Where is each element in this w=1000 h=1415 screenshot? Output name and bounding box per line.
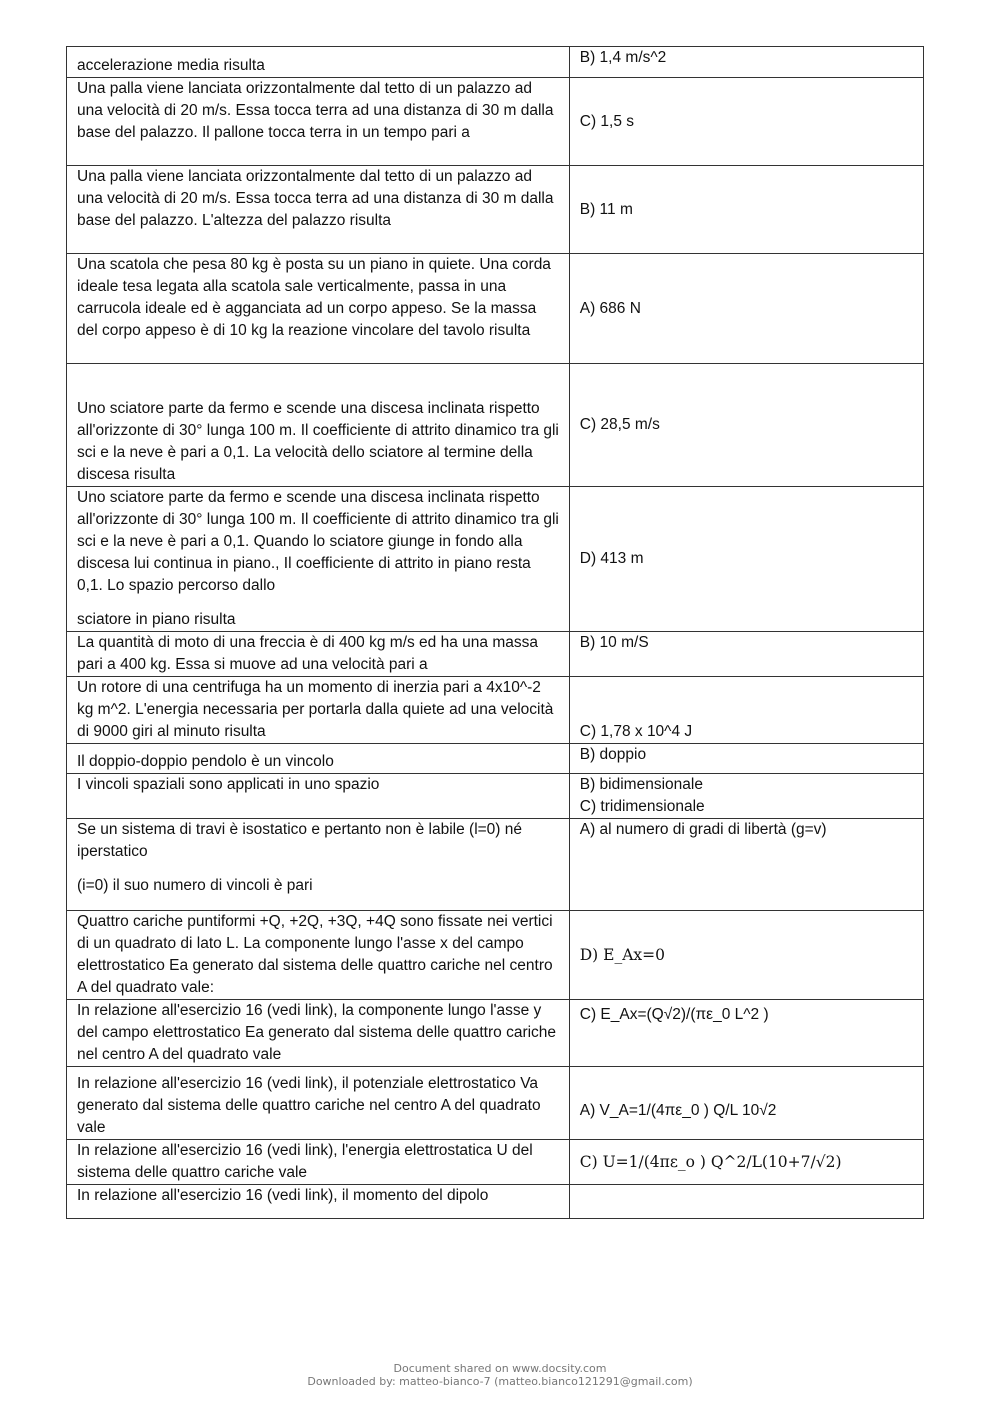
table-row	[67, 1140, 924, 1185]
question-cell: In relazione all'esercizio 16 (vedi link), il momento del dipolo	[67, 1185, 570, 1219]
question-cell: Quattro cariche puntiformi +Q, +2Q, +3Q, +4Q sono fissate nei vertici di un quadrato di lato L. La componente lungo l'asse x del campo elettrostatico Ea generato dal sistema delle quattro cariche nel centro A del quadrato vale:	[67, 911, 570, 1000]
question-cell: Una palla viene lanciata orizzontalmente dal tetto di un palazzo ad una velocità di 20 m/s. Essa tocca terra ad una distanza di 30 m dalla base del palazzo. Il pallone tocca terra in un tempo pari a	[67, 78, 570, 166]
question-cell: In relazione all'esercizio 16 (vedi link), l'energia elettrostatica U del sistema delle quattro cariche vale	[67, 1140, 570, 1185]
footer-downloaded-by: Downloaded by: matteo-bianco-7 (matteo.bianco121291@gmail.com)	[307, 1375, 693, 1388]
answer-cell	[569, 774, 923, 819]
table-row	[67, 78, 924, 166]
table-row	[67, 774, 924, 819]
answer-cell: B) 1,4 m/s^2	[569, 47, 923, 78]
table-row	[67, 911, 924, 1000]
answer-cell: A) V_A=1/(4πε_0 ) Q/L 10√2	[569, 1067, 923, 1140]
answer-cell: D) E_Ax=0	[569, 911, 923, 1000]
question-cell	[67, 487, 570, 632]
answer-cell: A) 686 N	[569, 254, 923, 364]
table-row	[67, 254, 924, 364]
answer-cell: C) U=1/(4πε_o ) Q^2/L(10+7/√2)	[569, 1140, 923, 1185]
table-row	[67, 632, 924, 677]
table-row	[67, 744, 924, 774]
question-cell: Il doppio-doppio pendolo è un vincolo	[67, 744, 570, 774]
table-row	[67, 166, 924, 254]
answer-cell: B) doppio	[569, 744, 923, 774]
answer-option: C) tridimensionale	[579, 798, 705, 815]
question-text: Uno sciatore parte da fermo e scende una discesa inclinata rispetto all'orizzonte di 30° lunga 100 m. Il coefficiente di attrito dinamico tra gli sci e la neve è pari a 0,1. Quando lo sciatore giunge in fondo alla discesa lui continua in piano., Il coefficiente di attrito in piano resta 0,1. Lo spazio percorso dallo	[77, 489, 559, 594]
answer-cell: D) 413 m	[569, 487, 923, 632]
question-cell: In relazione all'esercizio 16 (vedi link), la componente lungo l'asse y del campo elettrostatico Ea generato dal sistema delle quattro cariche nel centro A del quadrato vale	[67, 1000, 570, 1067]
answer-cell: C) E_Ax=(Q√2)/(πε_0 L^2 )	[569, 1000, 923, 1067]
answer-cell: C) 1,78 x 10^4 J	[569, 677, 923, 744]
question-text-continued: sciatore in piano risulta	[77, 611, 236, 628]
question-cell: I vincoli spaziali sono applicati in uno spazio	[67, 774, 570, 819]
answer-option: B) bidimensionale	[579, 776, 703, 793]
question-cell: La quantità di moto di una freccia è di 400 kg m/s ed ha una massa pari a 400 kg. Essa si muove ad una velocità pari a	[67, 632, 570, 677]
question-cell: Una scatola che pesa 80 kg è posta su un piano in quiete. Una corda ideale tesa legata alla scatola sale verticalmente, passa in una carrucola ideale ed è agganciata ad un corpo appeso. Se la massa del corpo appeso è di 10 kg la reazione vincolare del tavolo risulta	[67, 254, 570, 364]
table-row	[67, 47, 924, 78]
table-row	[67, 1185, 924, 1219]
footer-shared-note: Document shared on www.docsity.com	[393, 1362, 607, 1375]
table-row	[67, 1000, 924, 1067]
question-answer-table	[66, 46, 924, 1219]
answer-cell: B) 11 m	[569, 166, 923, 254]
answer-cell: C) 1,5 s	[569, 78, 923, 166]
answer-cell	[569, 1185, 923, 1219]
question-cell: Uno sciatore parte da fermo e scende una discesa inclinata rispetto all'orizzonte di 30° lunga 100 m. Il coefficiente di attrito dinamico tra gli sci e la neve è pari a 0,1. La velocità dello sciatore al termine della discesa risulta	[67, 364, 570, 487]
answer-cell: C) 28,5 m/s	[569, 364, 923, 487]
question-cell: Una palla viene lanciata orizzontalmente dal tetto di un palazzo ad una velocità di 20 m/s. Essa tocca terra ad una distanza di 30 m dalla base del palazzo. L'altezza del palazzo risulta	[67, 166, 570, 254]
table-row	[67, 1067, 924, 1140]
question-cell: accelerazione media risulta	[67, 47, 570, 78]
question-text-continued: (i=0) il suo numero di vincoli è pari	[77, 877, 313, 894]
question-cell: In relazione all'esercizio 16 (vedi link), il potenziale elettrostatico Va generato dal sistema delle quattro cariche nel centro A del quadrato vale	[67, 1067, 570, 1140]
answer-cell: B) 10 m/S	[569, 632, 923, 677]
question-text: Se un sistema di travi è isostatico e pertanto non è labile (l=0) né iperstatico	[77, 821, 523, 860]
table-row	[67, 819, 924, 911]
table-row	[67, 677, 924, 744]
question-cell	[67, 819, 570, 911]
table-row	[67, 364, 924, 487]
answer-cell: A) al numero di gradi di libertà (g=v)	[569, 819, 923, 911]
question-cell: Un rotore di una centrifuga ha un momento di inerzia pari a 4x10^-2 kg m^2. L'energia necessaria per portarla dalla quiete ad una velocità di 9000 giri al minuto risulta	[67, 677, 570, 744]
table-row	[67, 487, 924, 632]
